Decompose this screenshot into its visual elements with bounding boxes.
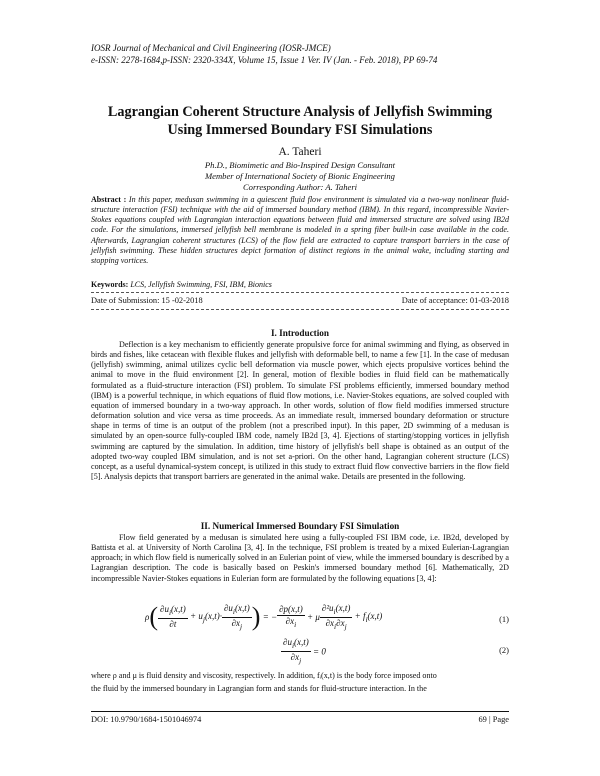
section-2-paragraph: Flow field generated by a medusan is simulated here using a fully-coupled FSI IBM code, i.e. IB2d, developed by Battista et al. at University of North Carolina [3, 4]. In the technique, FSI problem is treated by a mixed Eulerian-Lagrangian approach; in which flow field is numerically solved in an Eulerian point of view, while the immersed boundary is described by a Lagrangian description. The code is basically based on Peskin's immersed boundary method [6]. Mathematically, 2D incompressible Navier-Stokes equations in Eulerian form are formulated by the following equations [3, 4]:	[91, 533, 509, 583]
section-1-heading: I. Introduction	[270, 328, 330, 338]
abstract-text: In this paper, medusan swimming in a quiescent fluid flow environment is simulated via a two-way nonlinear fluid-structure interaction (FSI) technique with the aid of immersed boundary method (IBM). In this regard, incompressible Navier-Stokes equations coupled with Lagrangian interaction equations between fluid and immersed structure are solved using IB2d code. For the simulations, immersed jellyfish bell membrane is modeled in a spring fiber built-in case available in the code. Afterwards, Lagrangian coherent structures (LCS) of the flow field are extracted to capture transport barriers in the case of jellyfish swimming. These hidden structures depict formation of distinct regions in the animal wake, including starting and stopping vortices.	[91, 195, 510, 265]
author-name: A. Taheri	[278, 146, 322, 158]
section-1-body	[91, 340, 509, 482]
affiliation-line-1: Ph.D., Biomimetic and Bio-Inspired Design Consultant	[204, 160, 396, 170]
section-2-continuation	[91, 669, 509, 695]
abstract-label: Abstract :	[91, 195, 127, 204]
keywords-text: LCS, Jellyfish Swimming, FSI, IBM, Bionics	[130, 280, 272, 289]
divider-bottom	[91, 309, 509, 310]
section-2-body	[91, 533, 509, 584]
title-line-1: Lagrangian Coherent Structure Analysis of Jellyfish Swimming	[107, 104, 493, 120]
submission-date: Date of Submission: 15 -02-2018	[91, 296, 203, 305]
navier-stokes-equation: ρ( $\frac{\partial u_i(x,t)}{\partial t}$ + $u_j(x,t)\cdot$ $\frac{\partial u_i(x,t)}{\partial x_j}$ ) = − $\frac{\partial p(x,t)}{\partial x_i}$ + μ $\frac{\partial^2u_i(x,t)}{\partial x_i\partial x_j}$ + $f_i(x,t)$	[145, 602, 383, 631]
equation-1	[91, 602, 509, 636]
acceptance-date: Date of acceptance: 01-03-2018	[401, 296, 509, 305]
journal-issn: e-ISSN: 2278-1684,p-ISSN: 2320-334X, Volume 15, Issue 1 Ver. IV (Jan. - Feb. 2018), PP 69-74	[91, 55, 438, 65]
title-line-2: Using Immersed Boundary FSI Simulations	[167, 122, 433, 138]
abstract	[91, 195, 509, 266]
continuation-line-1: where ρ and μ is fluid density and viscosity, respectively. In addition, fᵢ(x,t) is the body force imposed onto	[91, 671, 437, 680]
corresponding-author: Corresponding Author: A. Taheri	[242, 182, 358, 192]
journal-header	[91, 42, 437, 66]
doi: DOI: 10.9790/1684-1501046974	[91, 715, 202, 724]
section-2-heading: II. Numerical Immersed Boundary FSI Simulation	[200, 521, 400, 531]
equation-1-number: (1)	[499, 614, 509, 624]
section-1-paragraph: Deflection is a key mechanism to efficiently generate propulsive force for animal swimming and flying, as observed in birds and fishes, like cetacean with flexible flukes and jellyfish with deformable bell, to name a few [1]. In the case of medusan (jellyfish) swimming, animal utilizes cyclic bell deformation via muscle power, which ejects propulsive vortices behind the animal to move in the fluid environment [2]. In general, motion of flexible bodies in fluid field can be mathematically formulated as a fluid-structure interaction (FSI) problem. To simulate FSI problems efficiently, immersed boundary method (IBM) is a powerful technique, in which equations of fluid flow motions, i.e. Navier-Stokes equations, are solved coupled with equation of immersed boundary in a two-way approach. In other words, solution of flow field modifies immersed structure deformation solution and vice versa as time proceeds. As an immediate result, immersed boundary deformation or structure shape in terms of time is an output of the problem (not a prescribed input). In this paper, 2D swimming of a medusan is simulated by an open-source fully-coupled IBM code, namely IB2d [3, 4]. Ejections of starting/stopping vortices in jellyfish swimming are captured by the simulation. In addition, time history of jellyfish's bell shape is obtained as an output of the adopted two-way coupled IBM simulation, and is not set a-priori. On the other hand, Lagrangian coherent structure (LCS) concept, as a useful dynamical-system concept, is utilized in this study to extract fluid flow convective barriers in the flow field [5]. Analysis depicts that transport barriers are generated in the animal wake. Details are presented in the following.	[91, 340, 509, 482]
equation-2	[91, 637, 509, 665]
footer-rule	[91, 711, 509, 712]
continuity-equation: $\frac{\partial u_i(x,t)}{\partial x_j}$ = 0	[283, 637, 326, 665]
continuation-line-2: the fluid by the immersed boundary in Lagrangian form and stands for fluid-structure interaction. In the	[91, 684, 427, 693]
footer	[91, 715, 509, 724]
keywords	[91, 280, 272, 289]
journal-name: IOSR Journal of Mechanical and Civil Engineering (IOSR-JMCE)	[91, 43, 331, 53]
keywords-label: Keywords:	[91, 280, 129, 289]
divider-top	[91, 292, 509, 293]
dates-row	[91, 296, 509, 305]
page-number: 69 | Page	[478, 715, 509, 724]
affiliation-line-2: Member of International Society of Bionic Engineering	[205, 171, 395, 181]
affiliation	[91, 160, 509, 193]
paper-title	[91, 103, 509, 139]
equation-2-number: (2)	[499, 645, 509, 655]
